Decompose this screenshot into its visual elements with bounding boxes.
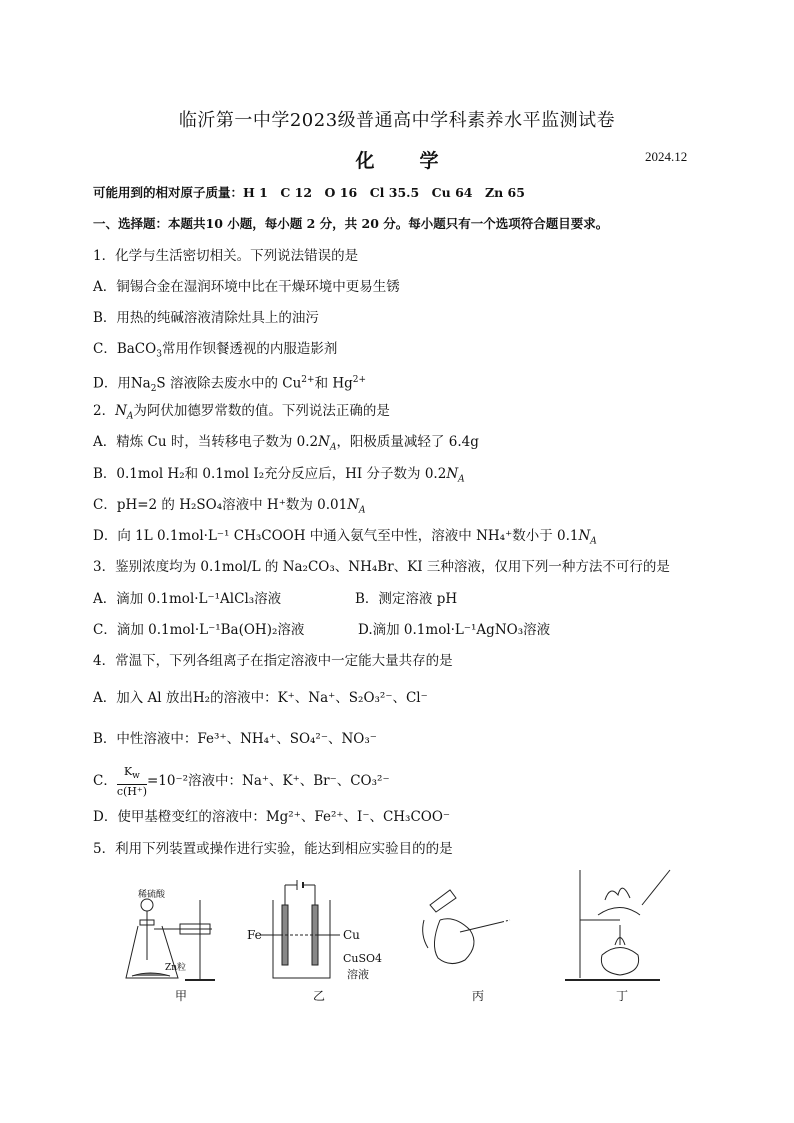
yi-solution-label: CuSO4 [343, 952, 383, 965]
q2-option-a: A．精炼 Cu 时，当转移电子数为 $0.2N_A$，阳极质量减轻了 6.4g [93, 434, 479, 453]
jia-acid-label: 稀硫酸 [138, 890, 166, 900]
apparatus-bing [410, 860, 520, 1003]
q1-option-d: D．用$Na_2S$ 溶液除去废水中的 $Cu^{2+}$和 $Hg^{2+}$ [93, 375, 367, 395]
yi-cu-label: Cu [343, 928, 360, 942]
q1-option-b: B．用热的纯碱溶液清除灶具上的油污 [93, 310, 319, 326]
q2-option-c: C．pH=2 的 H₂SO₄溶液中 H⁺数为 $0.01N_A$ [93, 497, 366, 516]
bing-caption: 丙 [472, 989, 485, 1003]
atomic-masses: 可能用到的相对原子质量：H 1 C 12 O 16 Cl 35.5 Cu 64 Zn 65 [93, 185, 525, 200]
yi-fe-label: Fe [247, 928, 262, 942]
q4-stem: 4．常温下，下列各组离子在指定溶液中一定能大量共存的是 [93, 653, 453, 669]
subject-char-1: 化 [355, 150, 375, 172]
q1-option-c: C．BaCO$_3$常用作钡餐透视的内服造影剂 [93, 341, 338, 360]
q4-option-b: B．中性溶液中：Fe³⁺、NH₄⁺、SO₄²⁻、NO₃⁻ [93, 731, 377, 747]
exam-date: 2024.12 [645, 149, 688, 164]
section-heading: 一、选择题：本题共10 小题，每小题 2 分，共 20 分。每小题只有一个选项符合题目要求。 [93, 216, 609, 231]
q5-stem: 5．利用下列装置或操作进行实验，能达到相应实验目的的是 [93, 841, 453, 857]
bing-drawing [410, 860, 520, 990]
jia-zn-label: Zn粒 [165, 963, 187, 973]
apparatus-jia [120, 860, 225, 1003]
kw-fraction: $\frac{K_w}{c(H^+)}$ [116, 765, 147, 798]
q4-option-c: C． $\frac{K_w}{c(H^+)}$ =10⁻²溶液中：Na⁺、K⁺、Br⁻、CO₃²⁻ [93, 765, 390, 798]
yi-solution-label-2: 溶液 [347, 968, 369, 981]
jia-caption: 甲 [175, 989, 188, 1003]
apparatus-ding [560, 860, 680, 1003]
q3-option-d: D.滴加 0.1mol·L⁻¹AgNO₃溶液 [358, 622, 551, 638]
q3-option-b: B．测定溶液 pH [355, 591, 458, 607]
q4-option-a: A．加入 Al 放出H₂的溶液中：K⁺、Na⁺、S₂O₃²⁻、Cl⁻ [93, 690, 428, 706]
ding-caption: 丁 [616, 989, 629, 1003]
subject-char-2: 学 [419, 150, 439, 172]
q4-option-d: D．使甲基橙变红的溶液中：Mg²⁺、Fe²⁺、I⁻、CH₃COO⁻ [93, 809, 451, 825]
q2-stem: 2．$N_A$为阿伏加德罗常数的值。下列说法正确的是 [93, 403, 390, 422]
q1-stem: 1．化学与生活密切相关。下列说法错误的是 [93, 248, 359, 264]
apparatus-yi [245, 860, 383, 1003]
ding-drawing [560, 860, 680, 990]
q3-option-c: C．滴加 0.1mol·L⁻¹Ba(OH)₂溶液 [93, 622, 305, 638]
q3-stem: 3．鉴别浓度均为 0.1mol/L 的 Na₂CO₃、NH₄Br、KI 三种溶液，仅用下列一种方法不可行的是 [93, 559, 670, 575]
q1-option-a: A．铜锡合金在湿润环境中比在干燥环境中更易生锈 [93, 279, 400, 295]
yi-caption: 乙 [313, 989, 326, 1003]
q2-option-d: D．向 1L 0.1mol·L⁻¹ CH₃COOH 中通入氨气至中性，溶液中 NH₄⁺数小于 $0.1N_A$ [93, 528, 597, 547]
q3-option-a: A．滴加 0.1mol·L⁻¹AlCl₃溶液 [93, 591, 282, 607]
exam-title: 临沂第一中学2023级普通高中学科素养水平监测试卷 [178, 110, 616, 131]
q2-option-b: B．0.1mol H₂和 0.1mol I₂充分反应后，HI 分子数为 $0.2N_A$ [93, 466, 465, 485]
